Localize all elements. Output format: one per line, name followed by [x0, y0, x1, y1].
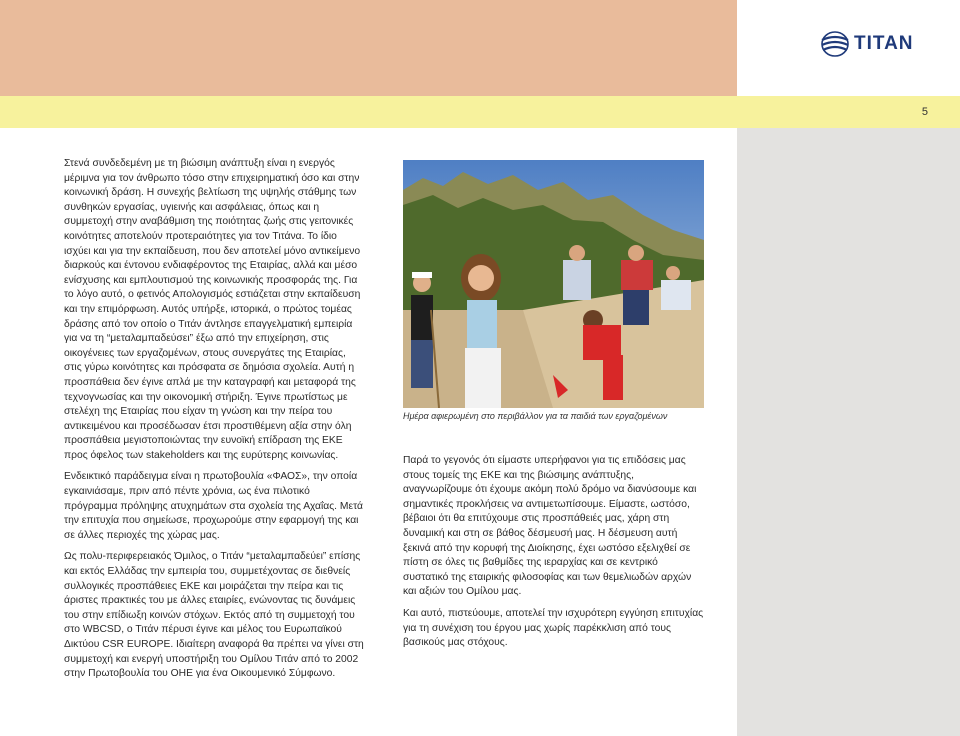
children-environment-photo — [403, 160, 704, 408]
grey-side-panel — [737, 128, 960, 736]
page-number: 5 — [921, 106, 928, 118]
right-text-column — [403, 454, 705, 658]
left-text-column — [64, 157, 364, 689]
left-paragraph-1: Στενά συνδεδεμένη με τη βιώσιμη ανάπτυξη είναι η ενεργός μέριμνα για τον άνθρωπο τόσο στην επιχειρηματική όσο και στην κοινωνική δράση. Η συνεχής βελτίωση της υψηλής στάθμης των συνθηκών εργασίας, υγιεινής και ασφάλειας, όπως και η συμμετοχή στην αναβάθμιση της ποιότητας ζωής στις γειτονικές κοινότητες αποτελούν προτεραιότητες για τον Τιτάνα. Το ίδιο ισχύει και για την εκπαίδευση, που δεν αποτελεί μόνο αντικείμενο διαρκούς και έντονου ενδιαφέροντος της Εταιρίας, αλλά και μέσο ενίσχυσης και εμπλουτισμού της κοινωνικής προσφοράς της. Για το λόγο αυτό, ο φετινός Απολογισμός εστιάζεται στην εκπαίδευση και την επιμόρφωση. Αυτός υπήρξε, ιστορικά, ο πρώτος τομέας δράσης από τον οποίο ο Τιτάν άντλησε επαγγελματική εμπειρία για να τη “μεταλαμπαδεύσει” έξω από την επιχείρηση, στις οικογένειες των εργαζομένων, στους συνεργάτες της Εταιρίας, στις γύρω κοινότητες και πρόσφατα σε δημόσια σχολεία. Αυτή η προσπάθεια δεν έγινε απλά με την καταγραφή και μεταφορά της τεχνογνωσίας και την οικονομική στήριξη. Έγινε πρωτίστως με στελέχη της Εταιρίας που είχαν τη γνώση και την πείρα του αντικειμένου και προσέδωσαν έτσι προστιθέμενη αξία στην όλη προσπάθεια μεγιστοποιώντας την ευνοϊκή επίδραση της ΕΚΕ προς όφελος των stakeholders και της ευρύτερης κοινωνίας. — [64, 158, 361, 461]
right-paragraph-1: Παρά το γεγονός ότι είμαστε υπερήφανοι για τις επιδόσεις μας στους τομείς της ΕΚΕ και της βιώσιμης ανάπτυξης, αναγνωρίζουμε ότι έχουμε ακόμη πολύ δρόμο να διανύσουμε και σημαντικές προκλήσεις να αντιμετωπίσουμε. Είμαστε, ωστόσο, βέβαιοι ότι θα επιτύχουμε στις προσπάθειές μας, χάρη στη δυναμική και στη σε βάθος δέσμευσή μας. Η δέσμευση αυτή ξεκινά από την κορυφή της Διοίκησης, έχει ωστόσο εξελιχθεί σε πίστη σε όλες τις βαθμίδες της ιεραρχίας και σε κεντρικό συστατικό της εταιρικής φιλοσοφίας και των θεμελιωδών αρχών και αξιών του Ομίλου μας. — [403, 455, 697, 598]
top-color-band — [0, 0, 737, 96]
right-paragraph-2: Και αυτό, πιστεύουμε, αποτελεί την ισχυρότερη εγγύηση επιτυχίας για τη συνέχιση του έργου μας χωρίς παρέκκλιση από τους βασικούς μας στόχους. — [403, 607, 704, 649]
titan-globe-icon — [818, 29, 852, 59]
yellow-header-band — [0, 96, 960, 128]
left-paragraph-3: Ως πολυ-περιφερειακός Όμιλος, ο Τιτάν “μεταλαμπαδεύει” επίσης και εκτός Ελλάδας την εμπειρία του, συμμετέχοντας σε διεθνείς συλλογικές προσπάθειες ΕΚΕ και μοιράζεται την πείρα και τις άριστες πρακτικές του με άλλες εταιρίες, ενώνοντας τις δυνάμεις του στην επίδιωξη κοινών στόχων. Εκτός από τη συμμετοχή του στο WBCSD, ο Τιτάν πέρυσι έγινε και μέλος του Ευρωπαϊκού Δικτύου CSR EUROPE. Ιδιαίτερη αναφορά θα πρέπει να γίνει στη συμμετοχή και ενεργή υποστήριξη του Ομίλου Τιτάν από το 2002 στην Πρωτοβουλία του ΟΗΕ για ένα Οικουμενικό Σύμφωνο. — [64, 551, 364, 680]
logo-wordmark: TITAN — [854, 33, 914, 54]
left-paragraph-2: Ενδεικτικό παράδειγμα είναι η πρωτοβουλία «ΦΑΟΣ», την οποία εγκαινιάσαμε, πριν από πέντε χρόνια, ως ένα πιλοτικό πρόγραμμα πρόληψης ατυχημάτων στα σχολεία της Αχαΐας. Μετά την επιτυχία που σημείωσε, προχωρούμε στην εφαρμογή της και σε άλλες περιοχές της χώρας μας. — [64, 471, 363, 541]
titan-logo — [818, 28, 930, 60]
photo-caption: Ημέρα αφιερωμένη στο περιβάλλον για τα παιδιά των εργαζομένων — [403, 411, 668, 421]
